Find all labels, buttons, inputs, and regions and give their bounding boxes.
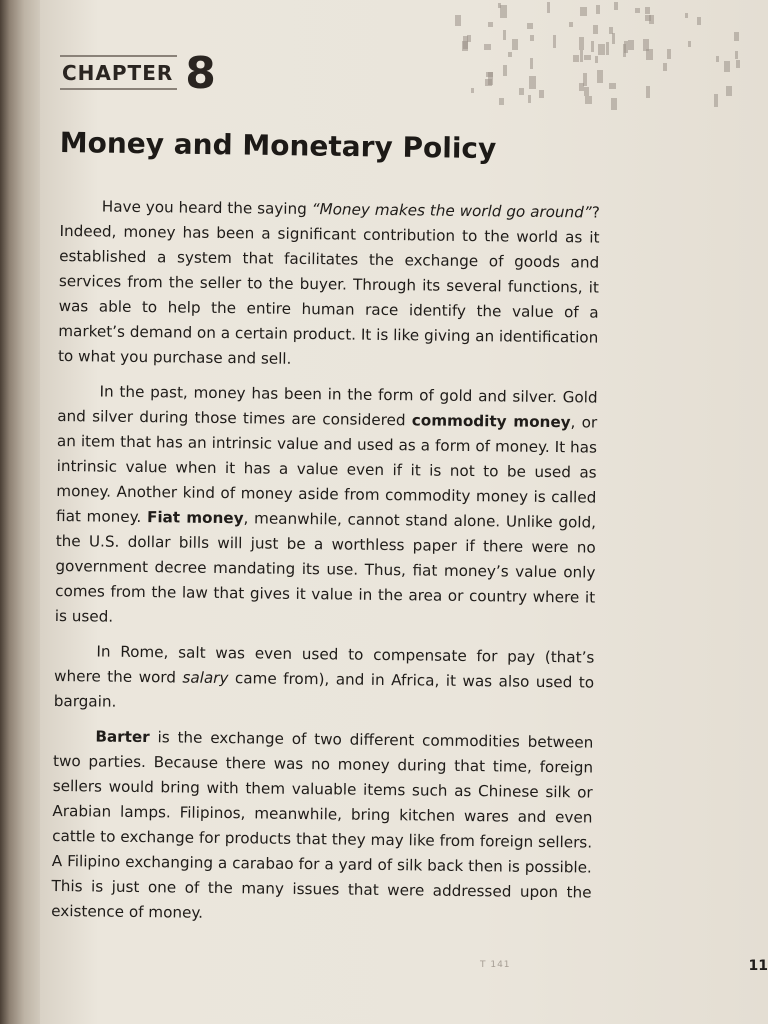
text-segment: , or an item that has an intrinsic value and used as a form of money. It has intrinsic value when it has a value even if it is not to be used as money. Another kind of money aside from commodity money is called fiat money. (55, 413, 598, 527)
chapter-number: 8 (185, 48, 216, 99)
chapter-title: Money and Monetary Policy (59, 126, 497, 166)
italic-phrase: salary (182, 668, 229, 688)
text-segment: came from), and in Africa, it was also used to bargain. (53, 669, 595, 711)
page-number: 11 (748, 958, 768, 974)
text-segment: is the exchange of two different commodities between two parties. Because there was no money during that time, foreign sellers would bring with them valuable items such as Chinese silk or Arabian lamps. Filipinos, meanwhile, bring kitchen wares and even cattle to exchange for products that they may like from foreign sellers. A Filipino exchanging a carabao for a yard of silk back then is possible. This is just one of the many issues that were addressed upon the existence of money. (51, 728, 594, 922)
paragraph (51, 724, 593, 931)
text-segment: ? Indeed, money has been a significant contribution to the world as it established a system that facilitates the exchange of goods and services from the seller to the buyer. Through its several functions, it was able to help the entire human race identify the value of a market’s demand on a certain product. It is like giving an identification to what you purchase and sell. (57, 203, 600, 368)
text-segment: In the past, money has been in the form of gold and silver. Gold and silver during those times are considered (57, 382, 598, 430)
body-text (51, 194, 600, 941)
paragraph (55, 379, 598, 636)
paragraph (58, 194, 600, 376)
footer-mark: T 141 (480, 960, 511, 970)
bold-term: commodity money (411, 411, 571, 432)
bold-term: Fiat money (146, 508, 244, 528)
text-segment: Have you heard the saying (101, 197, 312, 219)
text-segment: , meanwhile, cannot stand alone. Unlike gold, the U.S. dollar bills will just be a worthless paper if there were no government decree mandating its use. Thus, fiat money’s value only comes from the law that gives it value in the area or country where it is used. (54, 509, 597, 626)
bold-term: Barter (95, 727, 150, 747)
book-spine-shadow (0, 0, 44, 1024)
chapter-label: CHAPTER (60, 55, 177, 90)
chapter-heading (60, 48, 216, 99)
pixel-building-pattern-icon (448, 0, 768, 110)
italic-phrase: “Money makes the world go around” (311, 200, 592, 222)
paragraph (54, 639, 595, 721)
page-footer (40, 958, 768, 978)
text-segment: In Rome, salt was even used to compensate for pay (that’s where the word (54, 642, 595, 687)
